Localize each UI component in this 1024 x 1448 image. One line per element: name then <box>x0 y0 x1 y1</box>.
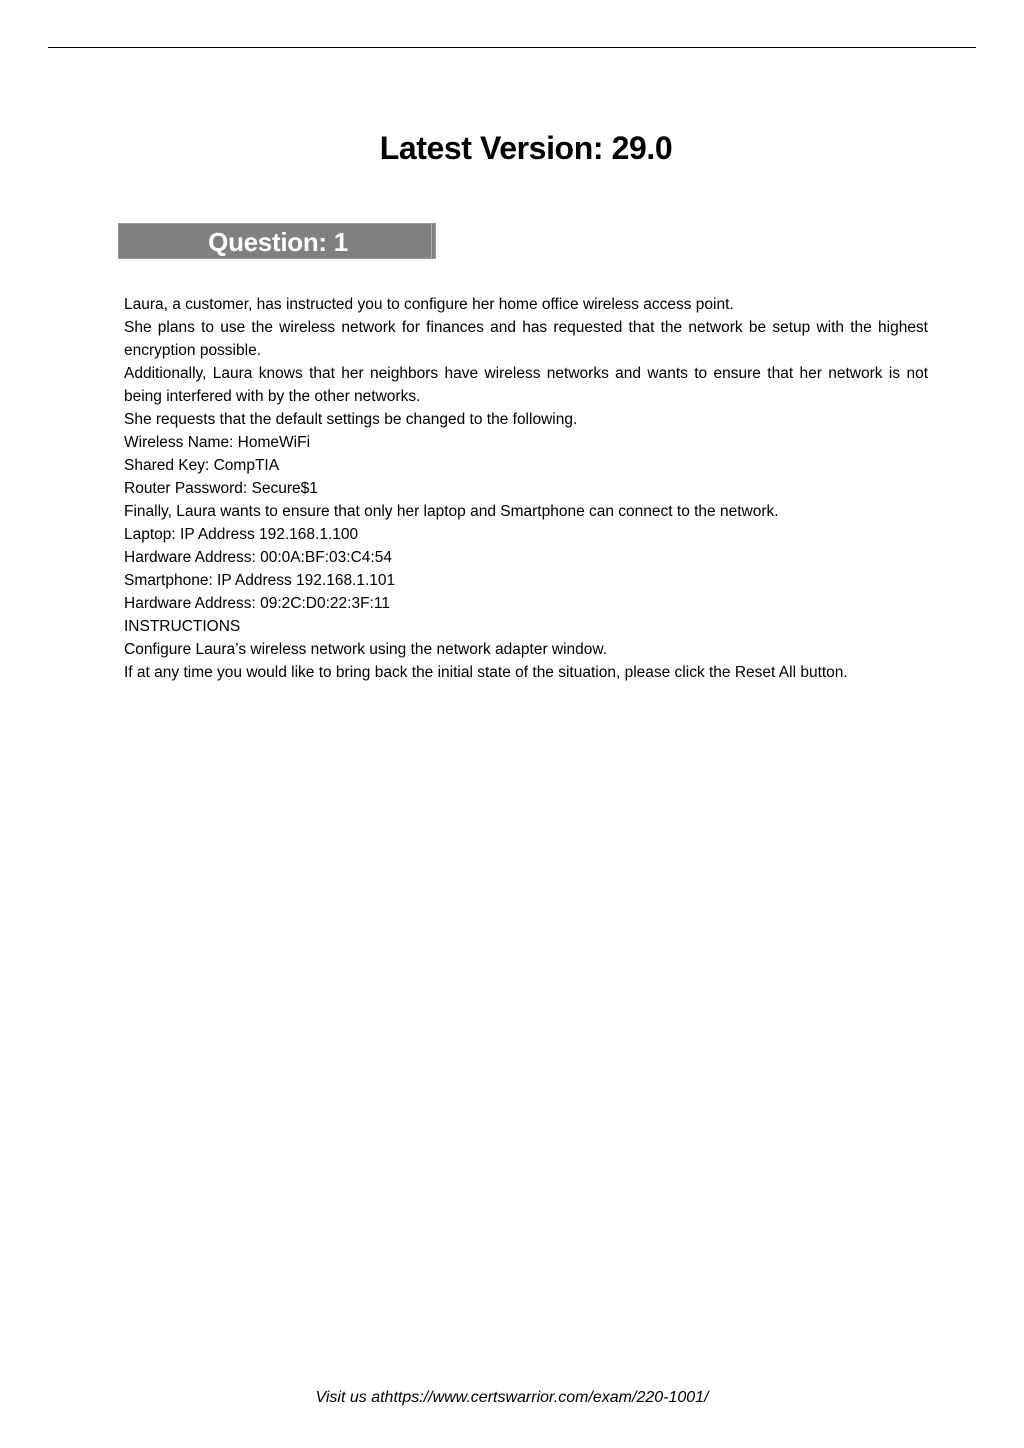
question-banner <box>118 223 436 259</box>
paragraph-encryption: She plans to use the wireless network for finances and has requested that the network be setup with the highest encryption possible. <box>124 319 928 359</box>
question-label: Question: 1 <box>208 227 348 257</box>
paragraph-devices: Finally, Laura wants to ensure that only her laptop and Smartphone can connect to the network. <box>124 503 779 520</box>
paragraph-intro: Laura, a customer, has instructed you to configure her home office wireless access point. <box>124 296 734 313</box>
paragraph-instructions-heading: INSTRUCTIONS <box>124 618 241 635</box>
paragraph-laptop-ip: Laptop: IP Address 192.168.1.100 <box>124 526 359 543</box>
footer-link[interactable]: Visit us athttps://www.certswarrior.com/exam/220-1001/ <box>315 1389 709 1406</box>
paragraph-wireless-name: Wireless Name: HomeWiFi <box>124 434 311 451</box>
paragraph-router-password: Router Password: Secure$1 <box>124 480 318 497</box>
paragraph-interference: Additionally, Laura knows that her neighbors have wireless networks and wants to ensure that her network is not being interfered with by the other networks. <box>124 365 928 405</box>
question-body <box>124 293 928 684</box>
version-title: Latest Version: 29.0 <box>379 130 673 166</box>
paragraph-defaults: She requests that the default settings be changed to the following. <box>124 411 578 428</box>
paragraph-laptop-mac: Hardware Address: 00:0A:BF:03:C4:54 <box>124 549 392 566</box>
paragraph-smartphone-mac: Hardware Address: 09:2C:D0:22:3F:11 <box>124 595 390 612</box>
paragraph-reset: If at any time you would like to bring back the initial state of the situation, please click the Reset All button. <box>124 664 848 681</box>
paragraph-smartphone-ip: Smartphone: IP Address 192.168.1.101 <box>124 572 396 589</box>
header-rule <box>48 47 976 48</box>
paragraph-configure: Configure Laura’s wireless network using the network adapter window. <box>124 641 608 658</box>
paragraph-shared-key: Shared Key: CompTIA <box>124 457 280 474</box>
